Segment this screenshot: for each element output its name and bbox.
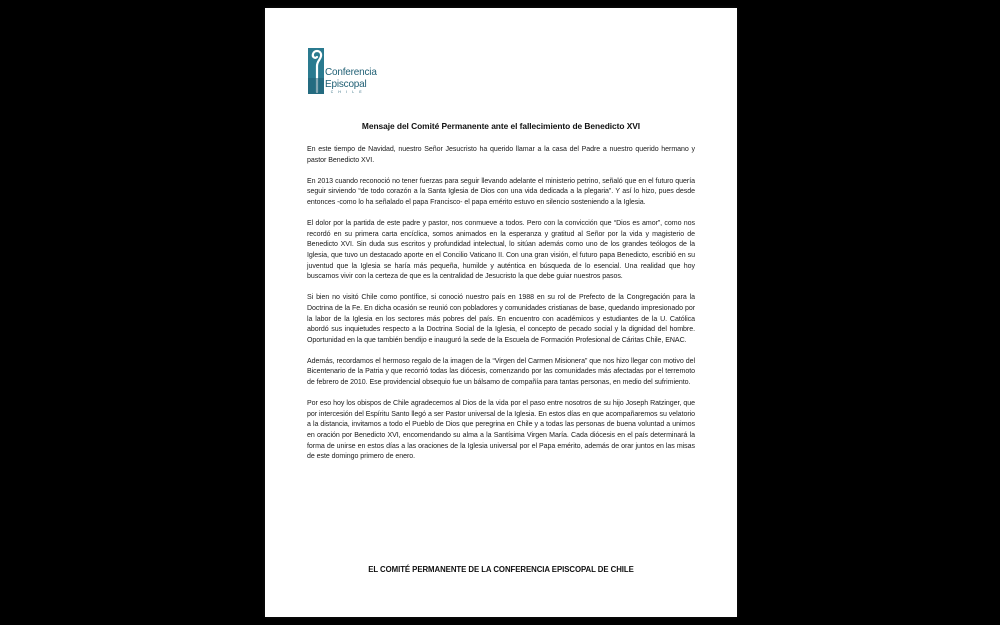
logo-line-chile: CHILE bbox=[330, 90, 367, 94]
logo-line-episcopal: Episcopal bbox=[325, 77, 367, 90]
crozier-logo-icon bbox=[308, 48, 324, 94]
document-body bbox=[307, 145, 695, 473]
paragraph: En este tiempo de Navidad, nuestro Señor Jesucristo ha querido llamar a la casa del Padre a nuestro querido hermano y pastor Benedicto XVI. bbox=[307, 146, 695, 164]
paragraph: El dolor por la partida de este padre y pastor, nos conmueve a todos. Pero con la convicción que “Dios es amor”, como nos recordó en su primera carta encíclica, somos animados en la esperanza y gratitud al Señor por la vida y magisterio de Benedicto XVI. Sin duda sus escritos y profundidad intelectual, lo sitúan además como uno de los grandes teólogos de la Iglesia, que tuvo un destacado aporte en el Concilio Vaticano II. Con una gran visión, el futuro papa Benedicto, escribió en su juventud que la Iglesia se haría más pequeña, humilde y auténtica en búsqueda de lo esencial. Una realidad que hoy buscamos vivir con la certeza de que es la centralidad de Jesucristo la que debe guiar nuestros pasos. bbox=[307, 220, 695, 281]
paragraph: Además, recordamos el hermoso regalo de la imagen de la “Virgen del Carmen Misionera” que nos hizo llegar con motivo del Bicentenario de la Patria y que recorrió todas las diócesis, comenzando por las comunidades más afectadas por el terremoto de febrero de 2010. Ese providencial obsequio fue un bálsamo de compañía para tantas personas, en medio del sufrimiento. bbox=[307, 357, 695, 387]
logo-wordmark bbox=[325, 67, 377, 95]
paragraph: En 2013 cuando reconoció no tener fuerzas para seguir llevando adelante el ministerio petrino, señaló que en el futuro quería seguir sirviendo “de todo corazón a la Santa Iglesia de Dios con una vida dedicada a la plegaria”. Y así lo hizo, pues desde entonces -como lo ha señalado el papa Francisco- el papa emérito estuvo en silencio sosteniendo a la Iglesia. bbox=[307, 177, 695, 206]
paragraph: Si bien no visitó Chile como pontífice, si conoció nuestro país en 1988 en su rol de Prefecto de la Congregación para la Doctrina de la Fe. En dicha ocasión se reunió con pobladores y comunidades cristianas de base, quedando impresionado por la labor de la Iglesia en los sectores más pobres del país. En encuentro con académicos y estudiantes de la U. Católica abordó sus inquietudes respecto a la Doctrina Social de la Iglesia, el concepto de pecado social y la dignidad del hombre. Oportunidad en la que también bendijo e inauguró la sede de la Escuela de Formación Profesional de Cáritas Chile, ENAC. bbox=[307, 294, 695, 344]
document-signature: EL COMITÉ PERMANENTE DE LA CONFERENCIA EPISCOPAL DE CHILE bbox=[368, 565, 634, 574]
conferencia-episcopal-logo bbox=[306, 46, 396, 106]
paragraph: Por eso hoy los obispos de Chile agradecemos al Dios de la vida por el paso entre nosotros de su hijo Joseph Ratzinger, que por intercesión del Espíritu Santo llegó a ser Pastor universal de la Iglesia. En estos días en que acompañaremos su velatorio a la distancia, invitamos a todo el Pueblo de Dios que peregrina en Chile y a todas las personas de buena voluntad a unirnos en oración por Benedicto XVI, encomendando su alma a la Santísima Virgen María. Cada diócesis en el país determinará la forma de unirse en estos días a las oraciones de la Iglesia universal por el Papa emérito, además de orar juntos en las misas de este domingo primero de enero. bbox=[307, 400, 695, 461]
logo-line-conferencia: Conferencia bbox=[325, 66, 377, 78]
document-title: Mensaje del Comité Permanente ante el fallecimiento de Benedicto XVI bbox=[361, 121, 641, 131]
document-page bbox=[265, 8, 737, 617]
